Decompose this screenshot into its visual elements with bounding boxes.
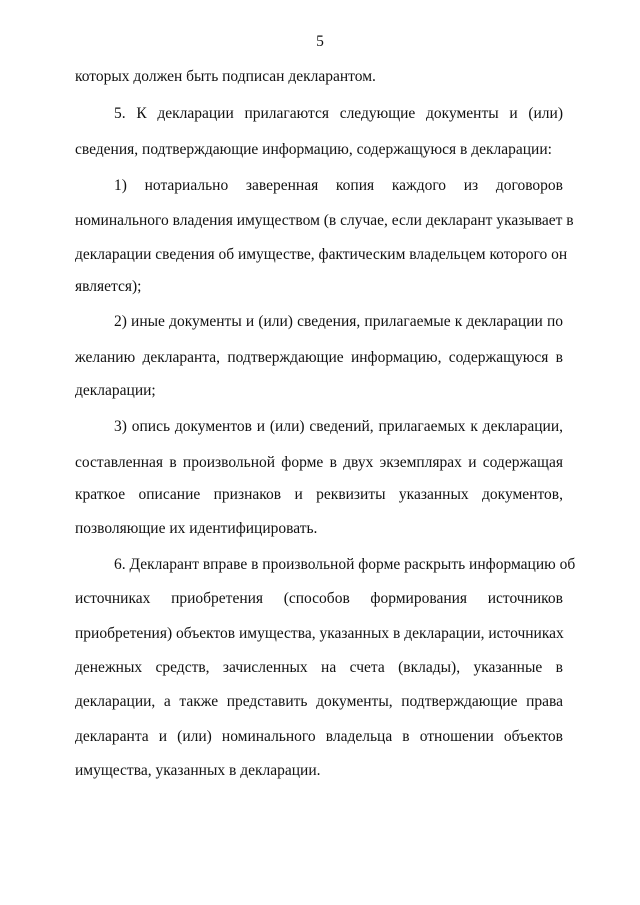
text-line: 5. К декларации прилагаются следующие документы и (или)	[114, 105, 563, 122]
text-line: 2) иные документы и (или) сведения, прилагаемые к декларации по	[114, 313, 563, 330]
text-line: декларации;	[75, 382, 156, 399]
text-line: 6. Декларант вправе в произвольной форме раскрыть информацию об	[114, 556, 576, 573]
text-line: декларанта и (или) номинального владельца в отношении объектов	[75, 728, 563, 745]
text-line: позволяющие их идентифицировать.	[75, 520, 318, 537]
page-number: 5	[316, 33, 324, 50]
text-line: краткое описание признаков и реквизиты указанных документов,	[75, 486, 563, 503]
text-line: источниках приобретения (способов формирования источников	[75, 590, 563, 607]
text-line: 1) нотариально заверенная копия каждого из договоров	[114, 177, 563, 194]
text-line: номинального владения имуществом (в случае, если декларант указывает в	[75, 212, 574, 229]
text-line: денежных средств, зачисленных на счета (вклады), указанные в	[75, 659, 563, 676]
text-line: которых должен быть подписан декларантом.	[75, 68, 376, 85]
text-line: декларации сведения об имуществе, фактическим владельцем которого он	[75, 246, 568, 263]
text-line: является);	[75, 278, 142, 295]
text-line: желанию декларанта, подтверждающие информацию, содержащуюся в	[75, 349, 563, 366]
text-line: сведения, подтверждающие информацию, содержащуюся в декларации:	[75, 141, 552, 158]
text-line: имущества, указанных в декларации.	[75, 762, 321, 779]
text-line: декларации, а также представить документы, подтверждающие права	[75, 693, 563, 710]
text-line: приобретения) объектов имущества, указанных в декларации, источниках	[75, 625, 564, 642]
text-line: составленная в произвольной форме в двух экземплярах и содержащая	[75, 454, 563, 471]
text-line: 3) опись документов и (или) сведений, прилагаемых к декларации,	[114, 418, 563, 435]
